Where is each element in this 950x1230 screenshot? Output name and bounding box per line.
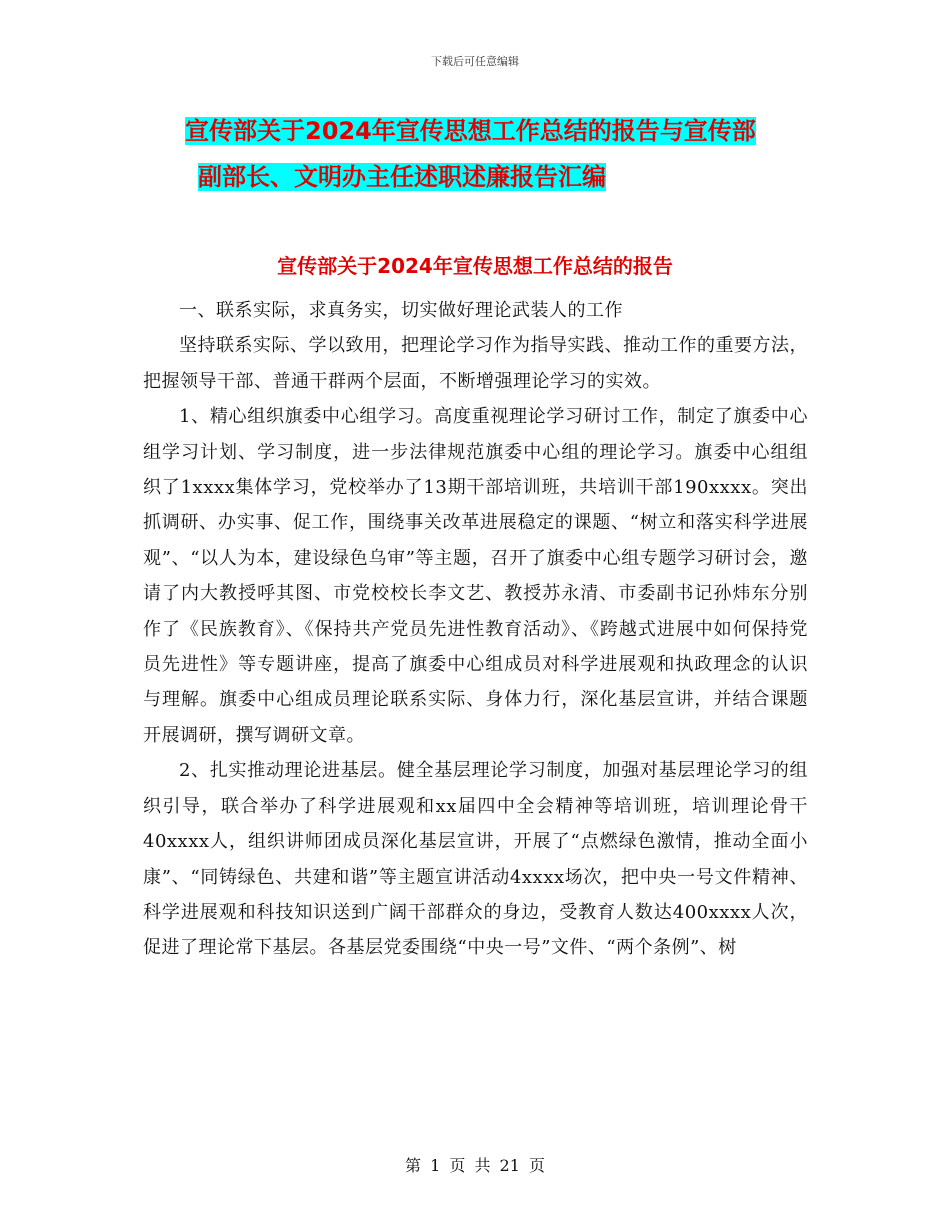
document-body [143, 293, 808, 966]
section-title: 宣传部关于2024年宣传思想工作总结的报告 [277, 254, 673, 278]
paragraph: 2、扎实推动理论进基层。健全基层理论学习制度，加强对基层理论学习的组织引导，联合举办了科学进展观和xx届四中全会精神等培训班，培训理论骨干40xxxx人，组织讲师团成员深化基层宣讲，开展了“点燃绿色激情，推动全面小康”、“同铸绿色、共建和谐”等主题宣讲活动4xxxx场次，把中央一号文件精神、科学进展观和科技知识送到广阔干部群众的身边，受教育人数达400xxxx人次，促进了理论常下基层。各基层党委围绕“中央一号”文件、“两个条例”、树 [143, 760, 808, 959]
page-header-note: 下载后可任意编辑 [431, 55, 519, 68]
paragraph: 1、精心组织旗委中心组学习。高度重视理论学习研讨工作，制定了旗委中心组学习计划、学习制度，进一步法律规范旗委中心组的理论学习。旗委中心组组织了1xxxx集体学习，党校举办了13期干部培训班，共培训干部190xxxx。突出抓调研、办实事、促工作，围绕事关改革进展稳定的课题、“树立和落实科学进展观”、“以人为本，建设绿色乌审”等主题，召开了旗委中心组专题学习研讨会，邀请了内大教授呼其图、市党校校长李文艺、教授苏永清、市委副书记孙炜东分别作了《民族教育》、《保持共产党员先进性教育活动》、《跨越式进展中如何保持党员先进性》等专题讲座，提高了旗委中心组成员对科学进展观和执政理念的认识与理解。旗委中心组成员理论联系实际、身体力行，深化基层宣讲，并结合课题开展调研，撰写调研文章。 [143, 406, 808, 746]
document-title [185, 108, 825, 200]
document-title-line-1: 宣传部关于2024年宣传思想工作总结的报告与宣传部 [185, 117, 756, 145]
paragraph-heading-1: 一、联系实际，求真务实，切实做好理论武装人的工作 [179, 300, 623, 321]
document-title-line-2: 副部长、文明办主任述职述廉报告汇编 [198, 163, 606, 191]
paragraph: 坚持联系实际、学以致用，把理论学习作为指导实践、推动工作的重要方法，把握领导干部、普通干群两个层面，不断增强理论学习的实效。 [143, 335, 808, 392]
page-number: 第 1 页 共 21 页 [405, 1156, 545, 1175]
